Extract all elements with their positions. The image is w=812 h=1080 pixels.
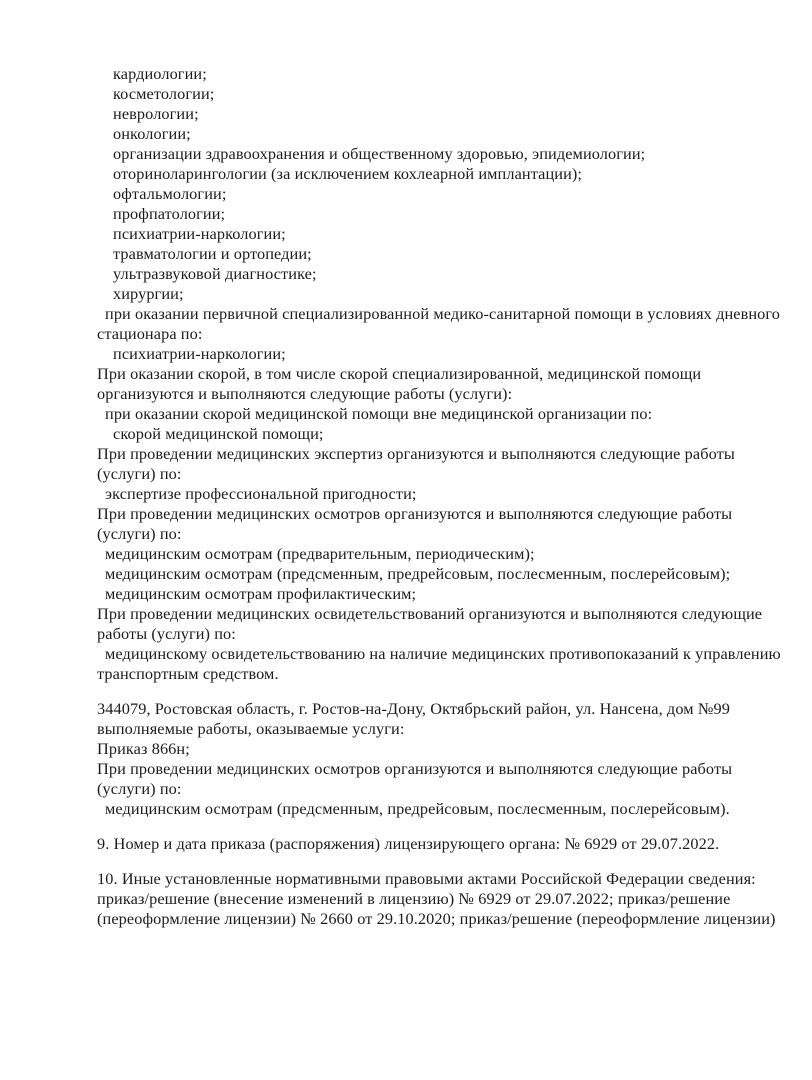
- document-line: при оказании скорой медицинской помощи вне медицинской организации по:: [105, 404, 653, 423]
- document-line: психиатрии-наркологии;: [113, 344, 286, 363]
- document-line: скорой медицинской помощи;: [113, 424, 324, 443]
- document-line: организации здравоохранения и общественному здоровью, эпидемиологии;: [113, 144, 646, 163]
- document-line: При проведении медицинских экспертиз организуются и выполняются следующие работы: [97, 444, 735, 463]
- document-line: При оказании скорой, в том числе скорой специализированной, медицинской помощи: [97, 364, 702, 383]
- document-line: (услуги) по:: [97, 524, 182, 543]
- document-line: оториноларингологии (за исключением кохлеарной имплантации);: [113, 164, 583, 183]
- document-line: При проведении медицинских осмотров организуются и выполняются следующие работы: [97, 759, 733, 778]
- document-line: (услуги) по:: [97, 779, 182, 798]
- document-line: косметологии;: [113, 84, 215, 103]
- document-line: медицинским осмотрам (предсменным, предрейсовым, послесменным, послерейсовым);: [105, 564, 731, 583]
- document-line: Приказ 866н;: [97, 739, 190, 758]
- document-line: психиатрии-наркологии;: [113, 224, 286, 243]
- document-line: медицинскому освидетельствованию на наличие медицинских противопоказаний к управлению: [105, 644, 781, 663]
- blank-line: [97, 854, 797, 869]
- document-line: медицинским осмотрам (предсменным, предрейсовым, послесменным, послерейсовым).: [105, 799, 730, 818]
- document-line: 9. Номер и дата приказа (распоряжения) лицензирующего органа: № 6929 от 29.07.2022.: [97, 834, 720, 853]
- document-line: организуются и выполняются следующие работы (услуги):: [97, 384, 513, 403]
- document-line: При проведении медицинских освидетельствований организуются и выполняются следующие: [97, 604, 763, 623]
- document-line: неврологии;: [113, 104, 199, 123]
- document-line: (услуги) по:: [97, 464, 182, 483]
- document-line: медицинским осмотрам (предварительным, периодическим);: [105, 544, 535, 563]
- document-line: экспертизе профессиональной пригодности;: [105, 484, 417, 503]
- document-line: работы (услуги) по:: [97, 624, 236, 643]
- blank-line: [97, 684, 797, 699]
- document-line: (переоформление лицензии) № 2660 от 29.10.2020; приказ/решение (переоформление лицензии): [97, 909, 776, 928]
- document-line: стационара по:: [97, 324, 203, 343]
- document-line: при оказании первичной специализированной медико-санитарной помощи в условиях дневного: [105, 304, 781, 323]
- document-line: 10. Иные установленные нормативными правовыми актами Российской Федерации сведения:: [97, 869, 756, 888]
- document-line: 344079, Ростовская область, г. Ростов-на-Дону, Октябрьский район, ул. Нансена, дом №99: [97, 699, 730, 718]
- document-line: выполняемые работы, оказываемые услуги:: [97, 719, 405, 738]
- document-line: При проведении медицинских осмотров организуются и выполняются следующие работы: [97, 504, 733, 523]
- document-text-block: [97, 64, 797, 929]
- document-line: травматологии и ортопедии;: [113, 244, 312, 263]
- document-line: транспортным средством.: [97, 664, 279, 683]
- document-line: ультразвуковой диагностике;: [113, 264, 317, 283]
- document-line: хирургии;: [113, 284, 184, 303]
- document-line: профпатологии;: [113, 204, 226, 223]
- document-line: медицинским осмотрам профилактическим;: [105, 584, 417, 603]
- document-line: кардиологии;: [113, 64, 207, 83]
- document-line: офтальмологии;: [113, 184, 227, 203]
- document-line: онкологии;: [113, 124, 191, 143]
- blank-line: [97, 819, 797, 834]
- document-line: приказ/решение (внесение изменений в лицензию) № 6929 от 29.07.2022; приказ/решение: [97, 889, 731, 908]
